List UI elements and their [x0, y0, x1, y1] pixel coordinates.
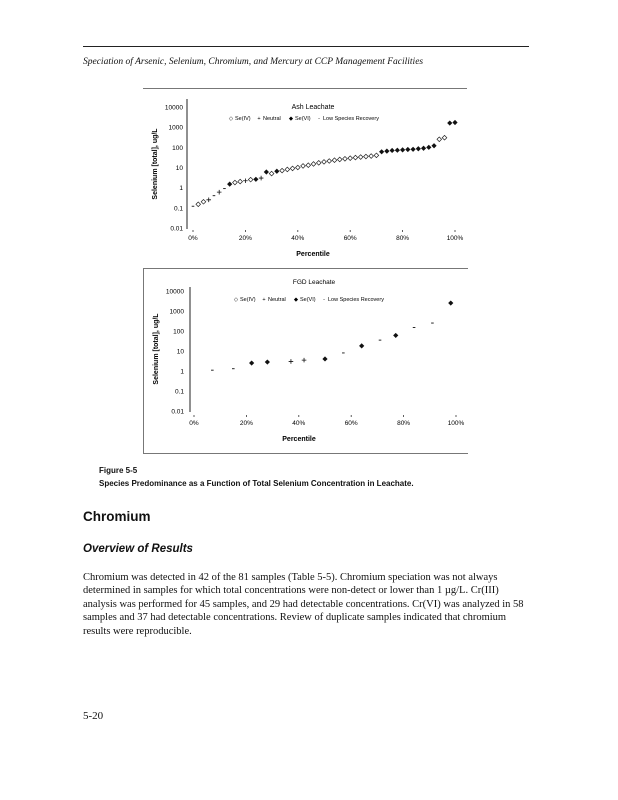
- y-tick-label: 0.1: [173, 205, 183, 213]
- se-iv-point: [437, 137, 442, 142]
- fgd-chart-title: FGD Leachate: [292, 279, 336, 286]
- y-tick-label: 0.01: [171, 408, 184, 416]
- neutral-point: [289, 359, 294, 364]
- x-tick-label: 0%: [189, 420, 199, 427]
- fgd-leachate-chart: [143, 268, 468, 454]
- se-iv-point: [364, 154, 369, 159]
- se-iv-point: [343, 157, 348, 162]
- se-iv-point: [322, 160, 327, 165]
- se-vi-point: [400, 147, 405, 152]
- se-iv-point: [233, 180, 238, 185]
- body-paragraph: Chromium was detected in 42 of the 81 samples (Table 5-5). Chromium speciation was not always determined in samples for which total concentrations were non-detect or lower than 1 µg/L. Cr(III) analysis was performed for 45 samples, and 29 had detectable concentrations. Cr(VI) was analyzed in 58 samples and 37 had detectable concentrations. Review of duplicate samples indicated that chromium results were reproducible.: [83, 572, 524, 637]
- y-tick-label: 100: [172, 144, 183, 152]
- figure-caption: Species Predominance as a Function of Total Selenium Concentration in Leachate.: [99, 479, 414, 488]
- se-iv-point: [285, 167, 290, 172]
- fgd-chart-legend: [234, 297, 384, 303]
- se-vi-point: [264, 169, 269, 174]
- fgd-y-axis-label: Selenium [total], ug/L: [153, 313, 160, 385]
- se-iv-point: [311, 162, 316, 167]
- legend-marker-se-iv: ◇: [228, 116, 234, 122]
- neutral-point: [259, 176, 264, 181]
- ash-chart-title: Ash Leachate: [291, 104, 335, 111]
- x-tick-label: 60%: [343, 235, 357, 242]
- se-vi-point: [390, 148, 395, 153]
- x-tick-label: 40%: [292, 420, 306, 427]
- neutral-point: [206, 198, 211, 203]
- se-iv-point: [296, 165, 301, 170]
- se-vi-point: [359, 343, 364, 348]
- se-iv-point: [369, 154, 374, 159]
- figure-label: Figure 5-5: [99, 466, 138, 475]
- se-vi-point: [274, 169, 279, 174]
- se-iv-point: [196, 202, 201, 207]
- x-tick-label: 100%: [447, 420, 465, 427]
- se-vi-point: [426, 145, 431, 150]
- se-vi-point: [227, 182, 232, 187]
- y-tick-label: 0.1: [174, 388, 184, 396]
- se-iv-point: [269, 171, 274, 176]
- ash-data-points: [192, 120, 458, 207]
- se-iv-point: [374, 153, 379, 158]
- se-iv-point: [290, 166, 295, 171]
- se-iv-point: [337, 157, 342, 162]
- ash-y-ticks: [165, 105, 183, 233]
- x-tick-label: 80%: [396, 235, 410, 242]
- running-header: Speciation of Arsenic, Selenium, Chromium, and Mercury at CCP Management Facilities: [83, 57, 424, 67]
- fgd-x-ticks: [189, 415, 464, 427]
- y-tick-label: 1000: [169, 308, 184, 316]
- header-rule: [83, 46, 529, 47]
- se-iv-point: [353, 155, 358, 160]
- y-tick-label: 10000: [164, 104, 183, 112]
- se-vi-point: [431, 143, 436, 148]
- page-number: 5-20: [83, 710, 104, 722]
- x-tick-label: 20%: [238, 235, 252, 242]
- x-tick-label: 100%: [446, 235, 464, 242]
- x-tick-label: 80%: [397, 420, 411, 427]
- se-vi-point: [249, 360, 254, 365]
- ash-chart-legend: [229, 116, 379, 122]
- legend-marker-se-iv: ◇: [233, 297, 239, 303]
- subsection-heading: Overview of Results: [83, 543, 193, 555]
- legend-marker-neutral: +: [262, 297, 266, 303]
- y-tick-label: 10: [175, 165, 183, 172]
- se-iv-point: [442, 135, 447, 140]
- y-tick-label: 0.01: [170, 225, 183, 233]
- se-vi-point: [448, 300, 453, 305]
- se-iv-point: [316, 161, 321, 166]
- se-iv-point: [358, 155, 363, 160]
- se-iv-point: [301, 164, 306, 169]
- x-tick-label: 60%: [344, 420, 358, 427]
- se-iv-point: [306, 163, 311, 168]
- section-heading: Chromium: [83, 509, 151, 524]
- fgd-y-ticks: [166, 289, 184, 416]
- fgd-data-points: [211, 300, 453, 370]
- fgd-x-axis-label: Percentile: [282, 436, 316, 443]
- legend-marker-se-vi: ◆: [293, 297, 299, 303]
- ash-leachate-chart: [143, 88, 467, 267]
- se-vi-point: [384, 149, 389, 154]
- se-vi-point: [253, 177, 258, 182]
- y-tick-label: 1: [180, 368, 184, 376]
- se-iv-point: [332, 158, 337, 163]
- legend-label-low-recovery: Low Species Recovery: [323, 116, 379, 122]
- legend-marker-low-recovery: -: [318, 116, 320, 122]
- se-iv-point: [280, 168, 285, 173]
- legend-label-low-recovery: Low Species Recovery: [328, 297, 384, 303]
- se-vi-point: [395, 148, 400, 153]
- se-vi-point: [393, 333, 398, 338]
- legend-marker-low-recovery: -: [323, 297, 325, 303]
- legend-label-se-iv: Se(IV): [235, 116, 251, 122]
- se-vi-point: [265, 359, 270, 364]
- y-tick-label: 10: [176, 348, 184, 356]
- legend-label-se-iv: Se(IV): [240, 297, 256, 303]
- se-vi-point: [452, 120, 457, 125]
- se-vi-point: [416, 146, 421, 151]
- legend-label-se-vi: Se(VI): [295, 116, 311, 122]
- x-tick-label: 0%: [188, 235, 198, 242]
- se-iv-point: [201, 199, 206, 204]
- ash-x-ticks: [188, 230, 463, 242]
- ash-y-axis-label: Selenium [total], ug/L: [152, 128, 159, 200]
- y-tick-label: 10000: [165, 288, 184, 296]
- legend-marker-neutral: +: [257, 116, 261, 122]
- se-vi-point: [379, 149, 384, 154]
- legend-label-neutral: Neutral: [268, 297, 286, 303]
- x-tick-label: 20%: [239, 420, 253, 427]
- x-tick-label: 40%: [291, 235, 305, 242]
- ash-leachate-chart-svg: [143, 89, 467, 267]
- ash-x-axis-label: Percentile: [296, 251, 330, 258]
- y-tick-label: 1000: [168, 124, 183, 132]
- se-iv-point: [238, 179, 243, 184]
- neutral-point: [302, 358, 307, 363]
- se-iv-point: [348, 156, 353, 161]
- se-vi-point: [322, 356, 327, 361]
- y-tick-label: 100: [173, 328, 184, 336]
- se-iv-point: [248, 177, 253, 182]
- se-vi-point: [421, 146, 426, 151]
- legend-label-neutral: Neutral: [263, 116, 281, 122]
- se-vi-point: [410, 147, 415, 152]
- legend-label-se-vi: Se(VI): [300, 297, 316, 303]
- legend-marker-se-vi: ◆: [288, 116, 294, 122]
- fgd-leachate-chart-svg: [144, 269, 468, 453]
- se-vi-point: [447, 120, 452, 125]
- se-iv-point: [327, 159, 332, 164]
- neutral-point: [243, 178, 248, 183]
- y-tick-label: 1: [179, 185, 183, 193]
- neutral-point: [217, 190, 222, 195]
- se-vi-point: [405, 147, 410, 152]
